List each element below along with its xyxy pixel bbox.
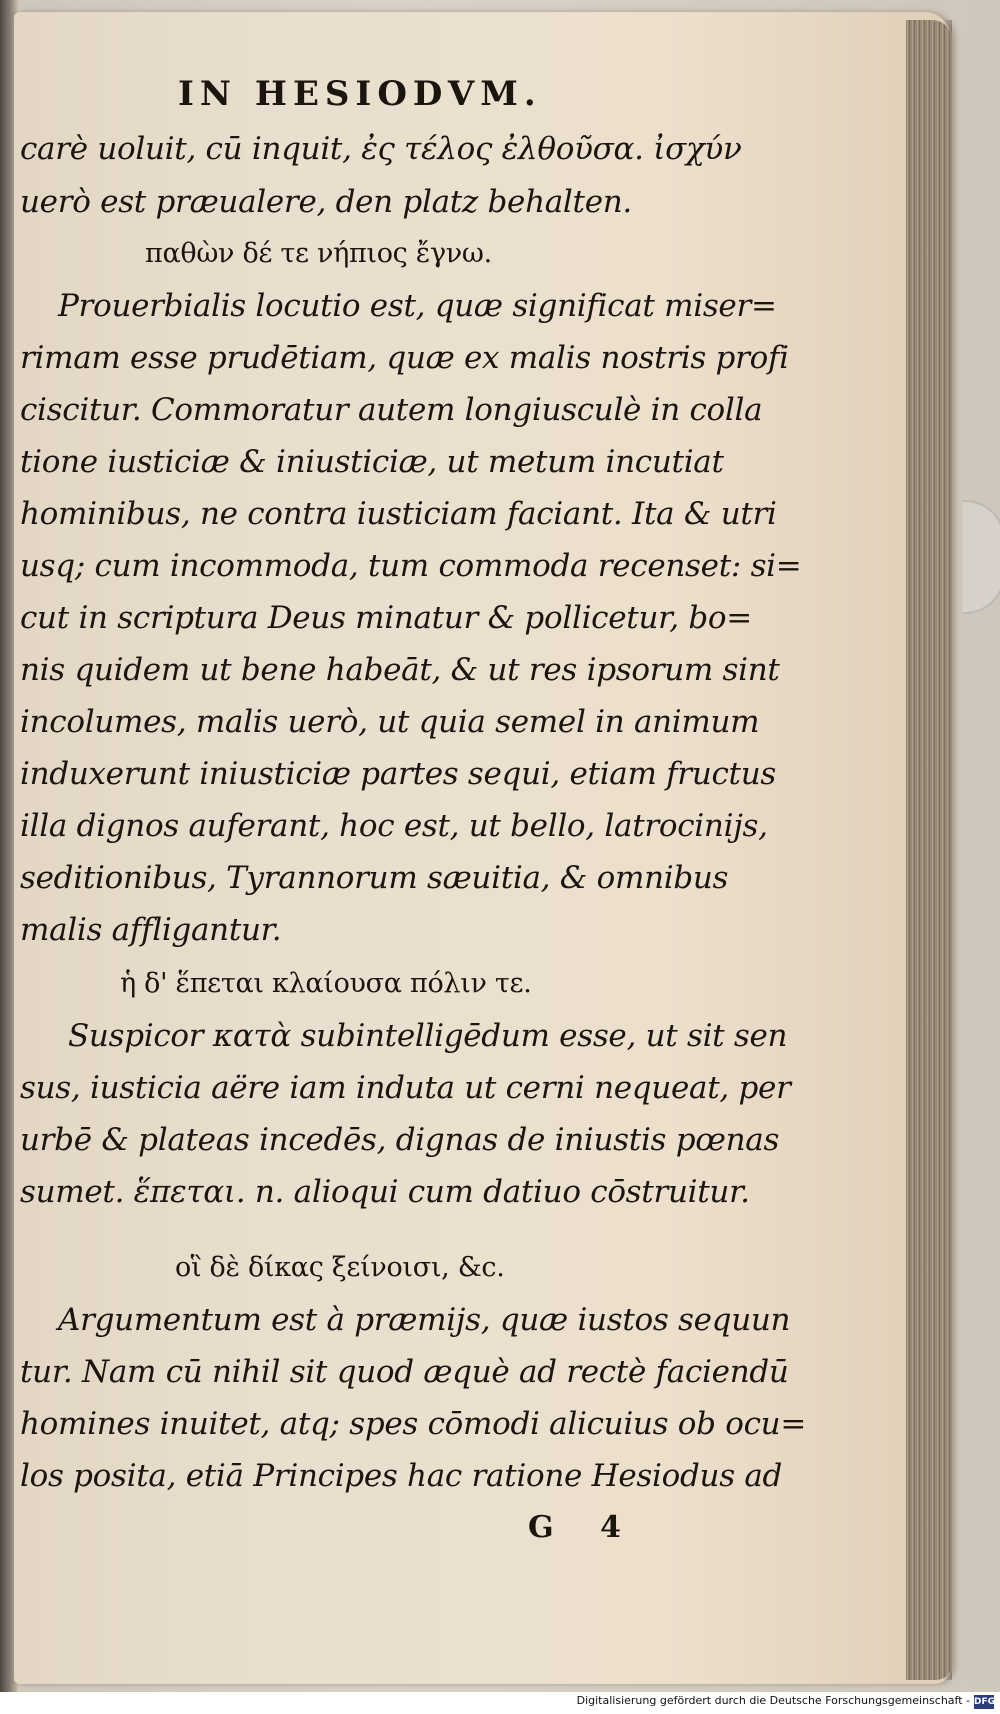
text-line: rimam esse prudētiam, quæ ex malis nostris profi (20, 340, 789, 376)
text-line: induxerunt iniusticiæ partes sequi, etiam fructus (20, 756, 776, 792)
text-line: παθὼν δέ τε νήπιος ἔγνω. (145, 238, 492, 269)
text-line: nis quidem ut bene habeāt, & ut res ipsorum sint (20, 652, 780, 688)
text-line: malis affligantur. (20, 912, 282, 948)
page-stack-edge (906, 20, 952, 1680)
paper-clip-icon (963, 500, 1000, 614)
footer-bar (0, 1692, 1000, 1714)
text-line: οἳ δὲ δίκας ξείνοισι, &c. (175, 1252, 505, 1283)
text-line: urbē & plateas incedēs, dignas de iniustis pœnas (20, 1122, 780, 1158)
text-line: hominibus, ne contra iusticiam faciant. Ita & utri (20, 496, 777, 532)
text-line: uerò est præualere, den platz behalten. (20, 184, 632, 220)
text-line: tione iusticiæ & iniusticiæ, ut metum incutiat (20, 444, 724, 480)
text-line: Suspicor κατὰ subintelligēdum esse, ut sit sen (68, 1018, 788, 1054)
text-line: ciscitur. Commoratur autem longiusculè in colla (20, 392, 763, 428)
signature-mark: G 4 (528, 1510, 639, 1545)
text-line: Prouerbialis locutio est, quæ significat miser= (58, 288, 777, 324)
text-line: cut in scriptura Deus minatur & pollicetur, bo= (20, 600, 752, 636)
funding-credit: Digitalisierung gefördert durch die Deutsche Forschungsgemeinschaft - (576, 1694, 970, 1707)
running-header: IN HESIODVM. (178, 74, 542, 114)
text-line: carè uoluit, cū inquit, ἐς τέλος ἐλθοῦσα. ἰσχύν (20, 131, 742, 167)
dfg-logo: DFG (974, 1697, 996, 1707)
text-line: usq; cum incommoda, tum commoda recenset: si= (20, 548, 802, 584)
text-line: los posita, etiā Principes hac ratione Hesiodus ad (20, 1458, 783, 1494)
text-line: sumet. ἕπεται. n. alioqui cum datiuo cōstruitur. (20, 1174, 750, 1210)
text-line: sus, iusticia aëre iam induta ut cerni nequeat, per (20, 1070, 791, 1106)
text-line: illa dignos auferant, hoc est, ut bello, latrocinijs, (20, 808, 768, 844)
text-line: seditionibus, Tyrannorum sæuitia, & omnibus (20, 860, 729, 896)
text-line: ἡ δ' ἕπεται κλαίουσα πόλιν τε. (120, 968, 532, 999)
text-line: Argumentum est à præmijs, quæ iustos sequun (58, 1302, 791, 1338)
text-line: incolumes, malis uerò, ut quia semel in animum (20, 704, 760, 740)
text-line: homines inuitet, atq; spes cōmodi alicuius ob ocu= (20, 1406, 806, 1442)
text-line: tur. Nam cū nihil sit quod æquè ad rectè faciendū (20, 1354, 789, 1390)
